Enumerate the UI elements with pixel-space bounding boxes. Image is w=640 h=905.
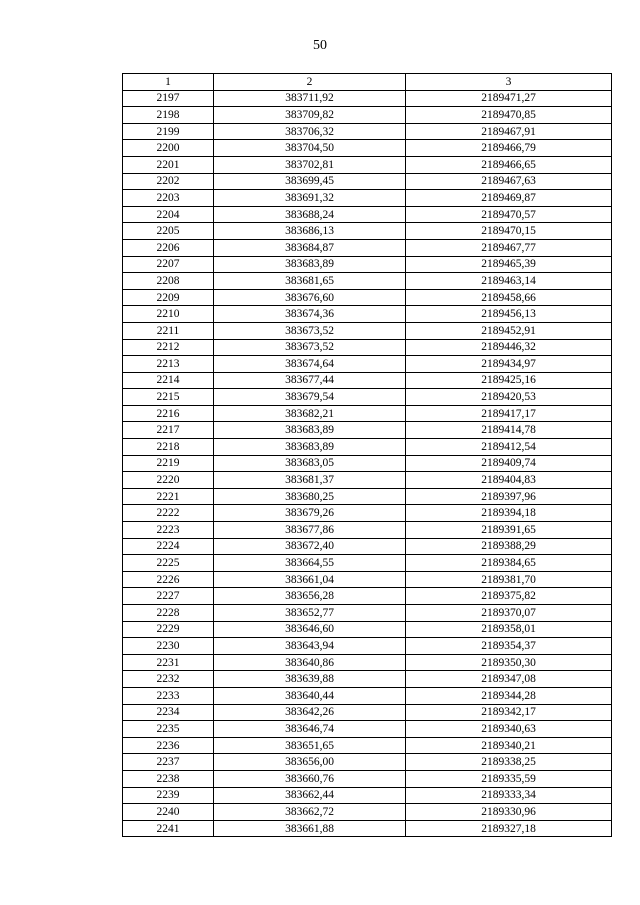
table-row — [123, 472, 612, 489]
table-row — [123, 356, 612, 373]
table-row — [123, 190, 612, 207]
point-number-cell: 2219 — [123, 455, 214, 472]
y-coordinate-cell: 2189414,78 — [406, 422, 612, 439]
x-coordinate-cell: 383672,40 — [214, 538, 406, 555]
x-coordinate-cell: 383679,54 — [214, 389, 406, 406]
point-number-cell: 2199 — [123, 123, 214, 140]
table-row — [123, 820, 612, 837]
y-coordinate-cell: 2189375,82 — [406, 588, 612, 605]
x-coordinate-cell: 383681,65 — [214, 273, 406, 290]
table-row — [123, 488, 612, 505]
table-row — [123, 538, 612, 555]
point-number-cell: 2216 — [123, 405, 214, 422]
y-coordinate-cell: 2189425,16 — [406, 372, 612, 389]
x-coordinate-cell: 383651,65 — [214, 737, 406, 754]
x-coordinate-cell: 383660,76 — [214, 770, 406, 787]
y-coordinate-cell: 2189333,34 — [406, 787, 612, 804]
table-row — [123, 90, 612, 107]
table-row — [123, 555, 612, 572]
x-coordinate-cell: 383686,13 — [214, 223, 406, 240]
y-coordinate-cell: 2189350,30 — [406, 654, 612, 671]
point-number-cell: 2226 — [123, 571, 214, 588]
point-number-cell: 2236 — [123, 737, 214, 754]
point-number-cell: 2224 — [123, 538, 214, 555]
point-number-cell: 2218 — [123, 439, 214, 456]
x-coordinate-cell: 383704,50 — [214, 140, 406, 157]
table-row — [123, 123, 612, 140]
table-row — [123, 654, 612, 671]
table-row — [123, 405, 612, 422]
y-coordinate-cell: 2189394,18 — [406, 505, 612, 522]
x-coordinate-cell: 383677,44 — [214, 372, 406, 389]
x-coordinate-cell: 383656,28 — [214, 588, 406, 605]
y-coordinate-cell: 2189404,83 — [406, 472, 612, 489]
table-row — [123, 256, 612, 273]
x-coordinate-cell: 383646,60 — [214, 621, 406, 638]
table-header-row — [123, 74, 612, 91]
table-row — [123, 571, 612, 588]
table-row — [123, 273, 612, 290]
y-coordinate-cell: 2189409,74 — [406, 455, 612, 472]
point-number-cell: 2211 — [123, 322, 214, 339]
table-row — [123, 638, 612, 655]
x-coordinate-cell: 383639,88 — [214, 671, 406, 688]
y-coordinate-cell: 2189469,87 — [406, 190, 612, 207]
table-row — [123, 306, 612, 323]
x-coordinate-cell: 383681,37 — [214, 472, 406, 489]
x-coordinate-cell: 383673,52 — [214, 339, 406, 356]
point-number-cell: 2239 — [123, 787, 214, 804]
y-coordinate-cell: 2189412,54 — [406, 439, 612, 456]
y-coordinate-cell: 2189446,32 — [406, 339, 612, 356]
table-row — [123, 704, 612, 721]
x-coordinate-cell: 383662,72 — [214, 804, 406, 821]
table-row — [123, 787, 612, 804]
x-coordinate-cell: 383677,86 — [214, 522, 406, 539]
y-coordinate-cell: 2189467,63 — [406, 173, 612, 190]
table-body — [123, 90, 612, 837]
y-coordinate-cell: 2189397,96 — [406, 488, 612, 505]
point-number-cell: 2229 — [123, 621, 214, 638]
point-number-cell: 2240 — [123, 804, 214, 821]
table-row — [123, 770, 612, 787]
x-coordinate-cell: 383661,88 — [214, 820, 406, 837]
y-coordinate-cell: 2189470,57 — [406, 206, 612, 223]
y-coordinate-cell: 2189434,97 — [406, 356, 612, 373]
table-row — [123, 687, 612, 704]
table-row — [123, 588, 612, 605]
point-number-cell: 2212 — [123, 339, 214, 356]
x-coordinate-cell: 383683,05 — [214, 455, 406, 472]
table-row — [123, 671, 612, 688]
x-coordinate-cell: 383642,26 — [214, 704, 406, 721]
x-coordinate-cell: 383709,82 — [214, 107, 406, 124]
point-number-cell: 2221 — [123, 488, 214, 505]
y-coordinate-cell: 2189330,96 — [406, 804, 612, 821]
column-header-1: 1 — [123, 74, 214, 91]
point-number-cell: 2202 — [123, 173, 214, 190]
page-number: 50 — [313, 38, 327, 53]
table-row — [123, 372, 612, 389]
table-row — [123, 439, 612, 456]
x-coordinate-cell: 383683,89 — [214, 422, 406, 439]
y-coordinate-cell: 2189384,65 — [406, 555, 612, 572]
x-coordinate-cell: 383646,74 — [214, 721, 406, 738]
y-coordinate-cell: 2189381,70 — [406, 571, 612, 588]
point-number-cell: 2222 — [123, 505, 214, 522]
x-coordinate-cell: 383674,64 — [214, 356, 406, 373]
point-number-cell: 2217 — [123, 422, 214, 439]
y-coordinate-cell: 2189347,08 — [406, 671, 612, 688]
point-number-cell: 2208 — [123, 273, 214, 290]
y-coordinate-cell: 2189417,17 — [406, 405, 612, 422]
point-number-cell: 2231 — [123, 654, 214, 671]
point-number-cell: 2237 — [123, 754, 214, 771]
table-row — [123, 322, 612, 339]
x-coordinate-cell: 383699,45 — [214, 173, 406, 190]
point-number-cell: 2214 — [123, 372, 214, 389]
point-number-cell: 2205 — [123, 223, 214, 240]
y-coordinate-cell: 2189466,65 — [406, 156, 612, 173]
point-number-cell: 2227 — [123, 588, 214, 605]
y-coordinate-cell: 2189467,77 — [406, 239, 612, 256]
point-number-cell: 2225 — [123, 555, 214, 572]
table-row — [123, 605, 612, 622]
y-coordinate-cell: 2189452,91 — [406, 322, 612, 339]
table-row — [123, 239, 612, 256]
table-row — [123, 505, 612, 522]
point-number-cell: 2233 — [123, 687, 214, 704]
table-row — [123, 737, 612, 754]
table-row — [123, 621, 612, 638]
y-coordinate-cell: 2189358,01 — [406, 621, 612, 638]
y-coordinate-cell: 2189470,85 — [406, 107, 612, 124]
y-coordinate-cell: 2189344,28 — [406, 687, 612, 704]
point-number-cell: 2215 — [123, 389, 214, 406]
point-number-cell: 2238 — [123, 770, 214, 787]
point-number-cell: 2206 — [123, 239, 214, 256]
table-row — [123, 173, 612, 190]
x-coordinate-cell: 383662,44 — [214, 787, 406, 804]
y-coordinate-cell: 2189340,63 — [406, 721, 612, 738]
x-coordinate-cell: 383682,21 — [214, 405, 406, 422]
table-row — [123, 223, 612, 240]
x-coordinate-cell: 383643,94 — [214, 638, 406, 655]
point-number-cell: 2204 — [123, 206, 214, 223]
x-coordinate-cell: 383674,36 — [214, 306, 406, 323]
point-number-cell: 2223 — [123, 522, 214, 539]
y-coordinate-cell: 2189465,39 — [406, 256, 612, 273]
column-header-2: 2 — [214, 74, 406, 91]
point-number-cell: 2198 — [123, 107, 214, 124]
point-number-cell: 2213 — [123, 356, 214, 373]
x-coordinate-cell: 383706,32 — [214, 123, 406, 140]
table-row — [123, 804, 612, 821]
y-coordinate-cell: 2189458,66 — [406, 289, 612, 306]
x-coordinate-cell: 383680,25 — [214, 488, 406, 505]
coordinates-table — [122, 73, 612, 837]
y-coordinate-cell: 2189354,37 — [406, 638, 612, 655]
x-coordinate-cell: 383676,60 — [214, 289, 406, 306]
x-coordinate-cell: 383656,00 — [214, 754, 406, 771]
x-coordinate-cell: 383683,89 — [214, 256, 406, 273]
x-coordinate-cell: 383684,87 — [214, 239, 406, 256]
point-number-cell: 2220 — [123, 472, 214, 489]
table-row — [123, 140, 612, 157]
table-row — [123, 156, 612, 173]
table-row — [123, 455, 612, 472]
x-coordinate-cell: 383652,77 — [214, 605, 406, 622]
x-coordinate-cell: 383679,26 — [214, 505, 406, 522]
x-coordinate-cell: 383673,52 — [214, 322, 406, 339]
table-row — [123, 422, 612, 439]
point-number-cell: 2210 — [123, 306, 214, 323]
point-number-cell: 2197 — [123, 90, 214, 107]
y-coordinate-cell: 2189420,53 — [406, 389, 612, 406]
column-header-3: 3 — [406, 74, 612, 91]
x-coordinate-cell: 383702,81 — [214, 156, 406, 173]
y-coordinate-cell: 2189338,25 — [406, 754, 612, 771]
y-coordinate-cell: 2189456,13 — [406, 306, 612, 323]
y-coordinate-cell: 2189471,27 — [406, 90, 612, 107]
point-number-cell: 2207 — [123, 256, 214, 273]
x-coordinate-cell: 383640,44 — [214, 687, 406, 704]
table-row — [123, 107, 612, 124]
y-coordinate-cell: 2189327,18 — [406, 820, 612, 837]
point-number-cell: 2235 — [123, 721, 214, 738]
y-coordinate-cell: 2189466,79 — [406, 140, 612, 157]
x-coordinate-cell: 383664,55 — [214, 555, 406, 572]
x-coordinate-cell: 383691,32 — [214, 190, 406, 207]
point-number-cell: 2228 — [123, 605, 214, 622]
point-number-cell: 2200 — [123, 140, 214, 157]
point-number-cell: 2209 — [123, 289, 214, 306]
x-coordinate-cell: 383711,92 — [214, 90, 406, 107]
point-number-cell: 2234 — [123, 704, 214, 721]
x-coordinate-cell: 383661,04 — [214, 571, 406, 588]
point-number-cell: 2203 — [123, 190, 214, 207]
y-coordinate-cell: 2189370,07 — [406, 605, 612, 622]
point-number-cell: 2241 — [123, 820, 214, 837]
table-row — [123, 522, 612, 539]
y-coordinate-cell: 2189388,29 — [406, 538, 612, 555]
table-row — [123, 389, 612, 406]
table-row — [123, 721, 612, 738]
x-coordinate-cell: 383683,89 — [214, 439, 406, 456]
y-coordinate-cell: 2189340,21 — [406, 737, 612, 754]
y-coordinate-cell: 2189470,15 — [406, 223, 612, 240]
table-row — [123, 206, 612, 223]
y-coordinate-cell: 2189391,65 — [406, 522, 612, 539]
x-coordinate-cell: 383688,24 — [214, 206, 406, 223]
point-number-cell: 2201 — [123, 156, 214, 173]
y-coordinate-cell: 2189467,91 — [406, 123, 612, 140]
point-number-cell: 2232 — [123, 671, 214, 688]
table-row — [123, 754, 612, 771]
y-coordinate-cell: 2189335,59 — [406, 770, 612, 787]
x-coordinate-cell: 383640,86 — [214, 654, 406, 671]
y-coordinate-cell: 2189463,14 — [406, 273, 612, 290]
point-number-cell: 2230 — [123, 638, 214, 655]
table-row — [123, 339, 612, 356]
y-coordinate-cell: 2189342,17 — [406, 704, 612, 721]
table-row — [123, 289, 612, 306]
